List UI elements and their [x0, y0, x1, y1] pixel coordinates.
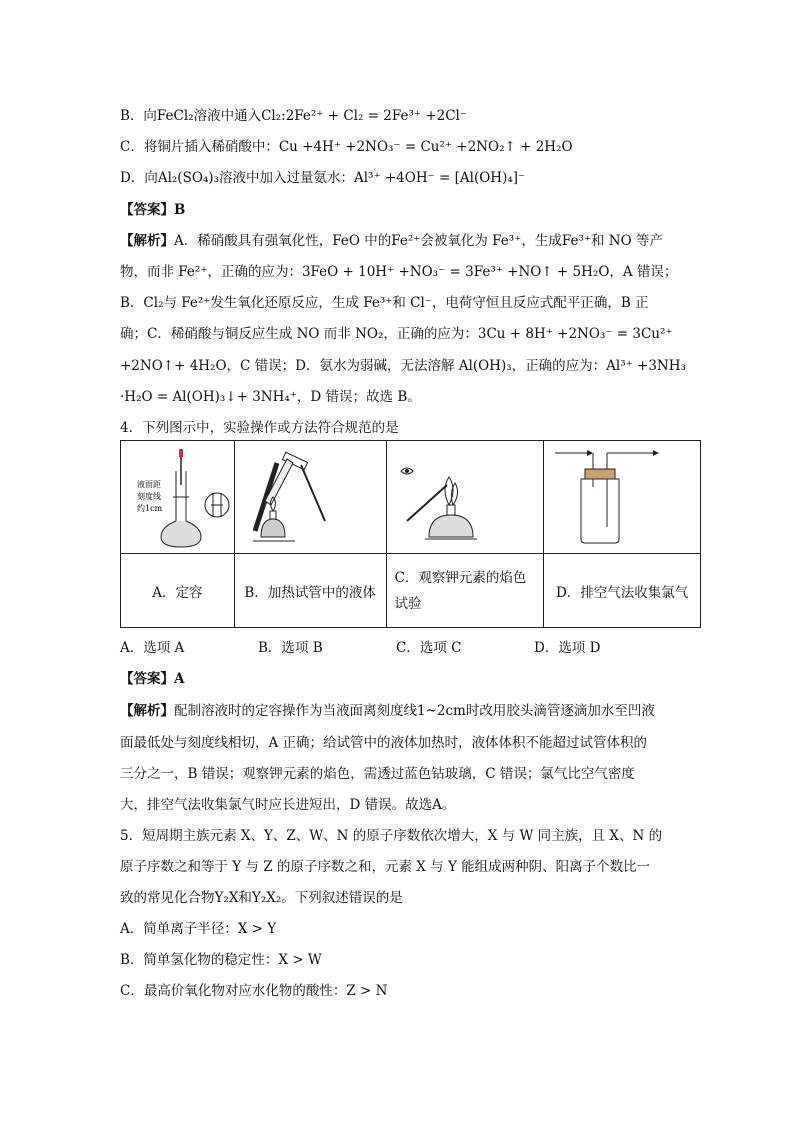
q3-analysis-line-2: 物，而非 Fe²⁺，正确的应为：3FeO + 10H⁺ +NO₃⁻ = 3Fe³⁺ +NO↑ + 5H₂O，A 错误； [120, 264, 678, 280]
choice-a[interactable]: A．选项 A [120, 640, 185, 656]
q3-option-d: D．向Al₂(SO₄)₃溶液中加入过量氨水：Al³⁺ +4OH⁻ = [Al(OH)₄]⁻ [120, 170, 526, 186]
q4-analysis-line-2: 面最低处与刻度线相切，A 正确；给试管中的液体加热时，液体体积不能超过试管体积的 [120, 735, 648, 751]
choice-c[interactable]: C．选项 C [396, 640, 462, 656]
q4-analysis-line-4: 大，排空气法收集氯气时应长进短出，D 错误。故选A。 [120, 797, 456, 813]
figure-d-gas-collection [544, 441, 701, 554]
q4-analysis-line-1 [120, 699, 655, 719]
figure-a-volumetric-flask [121, 441, 235, 554]
cell-c-label [386, 554, 544, 628]
q3-answer: 【答案】B [120, 202, 186, 218]
q4-analysis-line-3: 三分之一，B 错误；观察钾元素的焰色，需透过蓝色钴玻璃，C 错误；氯气比空气密度 [120, 766, 635, 782]
q4-answer: 【答案】A [120, 671, 185, 687]
q4-analysis-label: 【解析】 [120, 703, 174, 719]
volumetric-flask-icon [121, 441, 233, 549]
cell-c-line-1: C．观察钾元素的焰色 [394, 569, 527, 586]
q4-figure-table [120, 440, 701, 628]
q5-option-b: B．简单氢化物的稳定性：X > W [120, 952, 322, 968]
q4-stem: 4．下列图示中，实验操作或方法符合规范的是 [120, 420, 399, 436]
flame-test-icon [387, 441, 543, 549]
q3-analysis-line-6: ·H₂O = Al(OH)₃↓+ 3NH₄⁺，D 错误；故选 B。 [120, 389, 421, 405]
cell-d-label: D．排空气法收集氯气 [544, 554, 701, 628]
cell-c-line-2: 试验 [394, 595, 422, 612]
q3-analysis-line-4: 确；C．稀硝酸与铜反应生成 NO 而非 NO₂，正确的应为：3Cu + 8H⁺ +2NO₃⁻ = 3Cu²⁺ [120, 326, 673, 342]
cell-a-label: A．定容 [121, 554, 235, 628]
alcohol-lamp-heating-icon [235, 441, 385, 549]
gas-bottle-icon [545, 441, 700, 549]
q5-stem-line-3: 致的常见化合物Y₂X和Y₂X₂。下列叙述错误的是 [120, 890, 403, 906]
q3-analysis-line-5: +2NO↑+ 4H₂O，C 错误；D．氨水为弱碱，无法溶解 Al(OH)₃，正确的应为：Al³⁺ +3NH₃ [120, 358, 686, 374]
cell-b-label: B．加热试管中的液体 [234, 554, 386, 628]
svg-text:刻度线: 刻度线 [137, 492, 162, 501]
q4-analysis-text-1: 配制溶液时的定容操作为当液面离刻度线1~2cm时改用胶头滴管逐滴加水至凹液 [174, 703, 655, 719]
q5-option-a: A．简单离子半径：X > Y [120, 921, 277, 937]
q5-stem-line-2: 原子序数之和等于 Y 与 Z 的原子序数之和，元素 X 与 Y 能组成两种阴、阳离子个数比一 [120, 859, 651, 875]
q5-option-c: C．最高价氧化物对应水化物的酸性：Z > N [120, 983, 388, 999]
svg-text:液面距: 液面距 [137, 480, 162, 489]
q3-analysis-line-1 [120, 229, 663, 249]
choice-d[interactable]: D．选项 D [534, 640, 601, 656]
q3-analysis-text-1: A．稀硝酸具有强氧化性，FeO 中的Fe²⁺会被氧化为 Fe³⁺，生成Fe³⁺和 NO 等产 [174, 233, 663, 249]
figure-c-flame-test [386, 441, 544, 554]
svg-text:约1cm: 约1cm [137, 504, 163, 513]
q3-option-c: C．将铜片插入稀硝酸中：Cu +4H⁺ +2NO₃⁻ = Cu²⁺ +2NO₂↑ + 2H₂O [120, 139, 573, 155]
figure-b-heating-tube [234, 441, 386, 554]
q3-analysis-label: 【解析】 [120, 233, 174, 249]
q5-stem-line-1: 5．短周期主族元素 X、Y、Z、W、N 的原子序数依次增大，X 与 W 同主族，且 X、N 的 [120, 828, 663, 844]
q3-analysis-line-3: B．Cl₂与 Fe²⁺发生氧化还原反应，生成 Fe³⁺和 Cl⁻，电荷守恒且反应式配平正确，B 正 [120, 295, 649, 311]
q3-option-b: B．向FeCl₂溶液中通入Cl₂:2Fe²⁺ + Cl₂ = 2Fe³⁺ +2Cl⁻ [120, 108, 468, 124]
choice-b[interactable]: B．选项 B [258, 640, 323, 656]
q4-choices [120, 636, 701, 656]
